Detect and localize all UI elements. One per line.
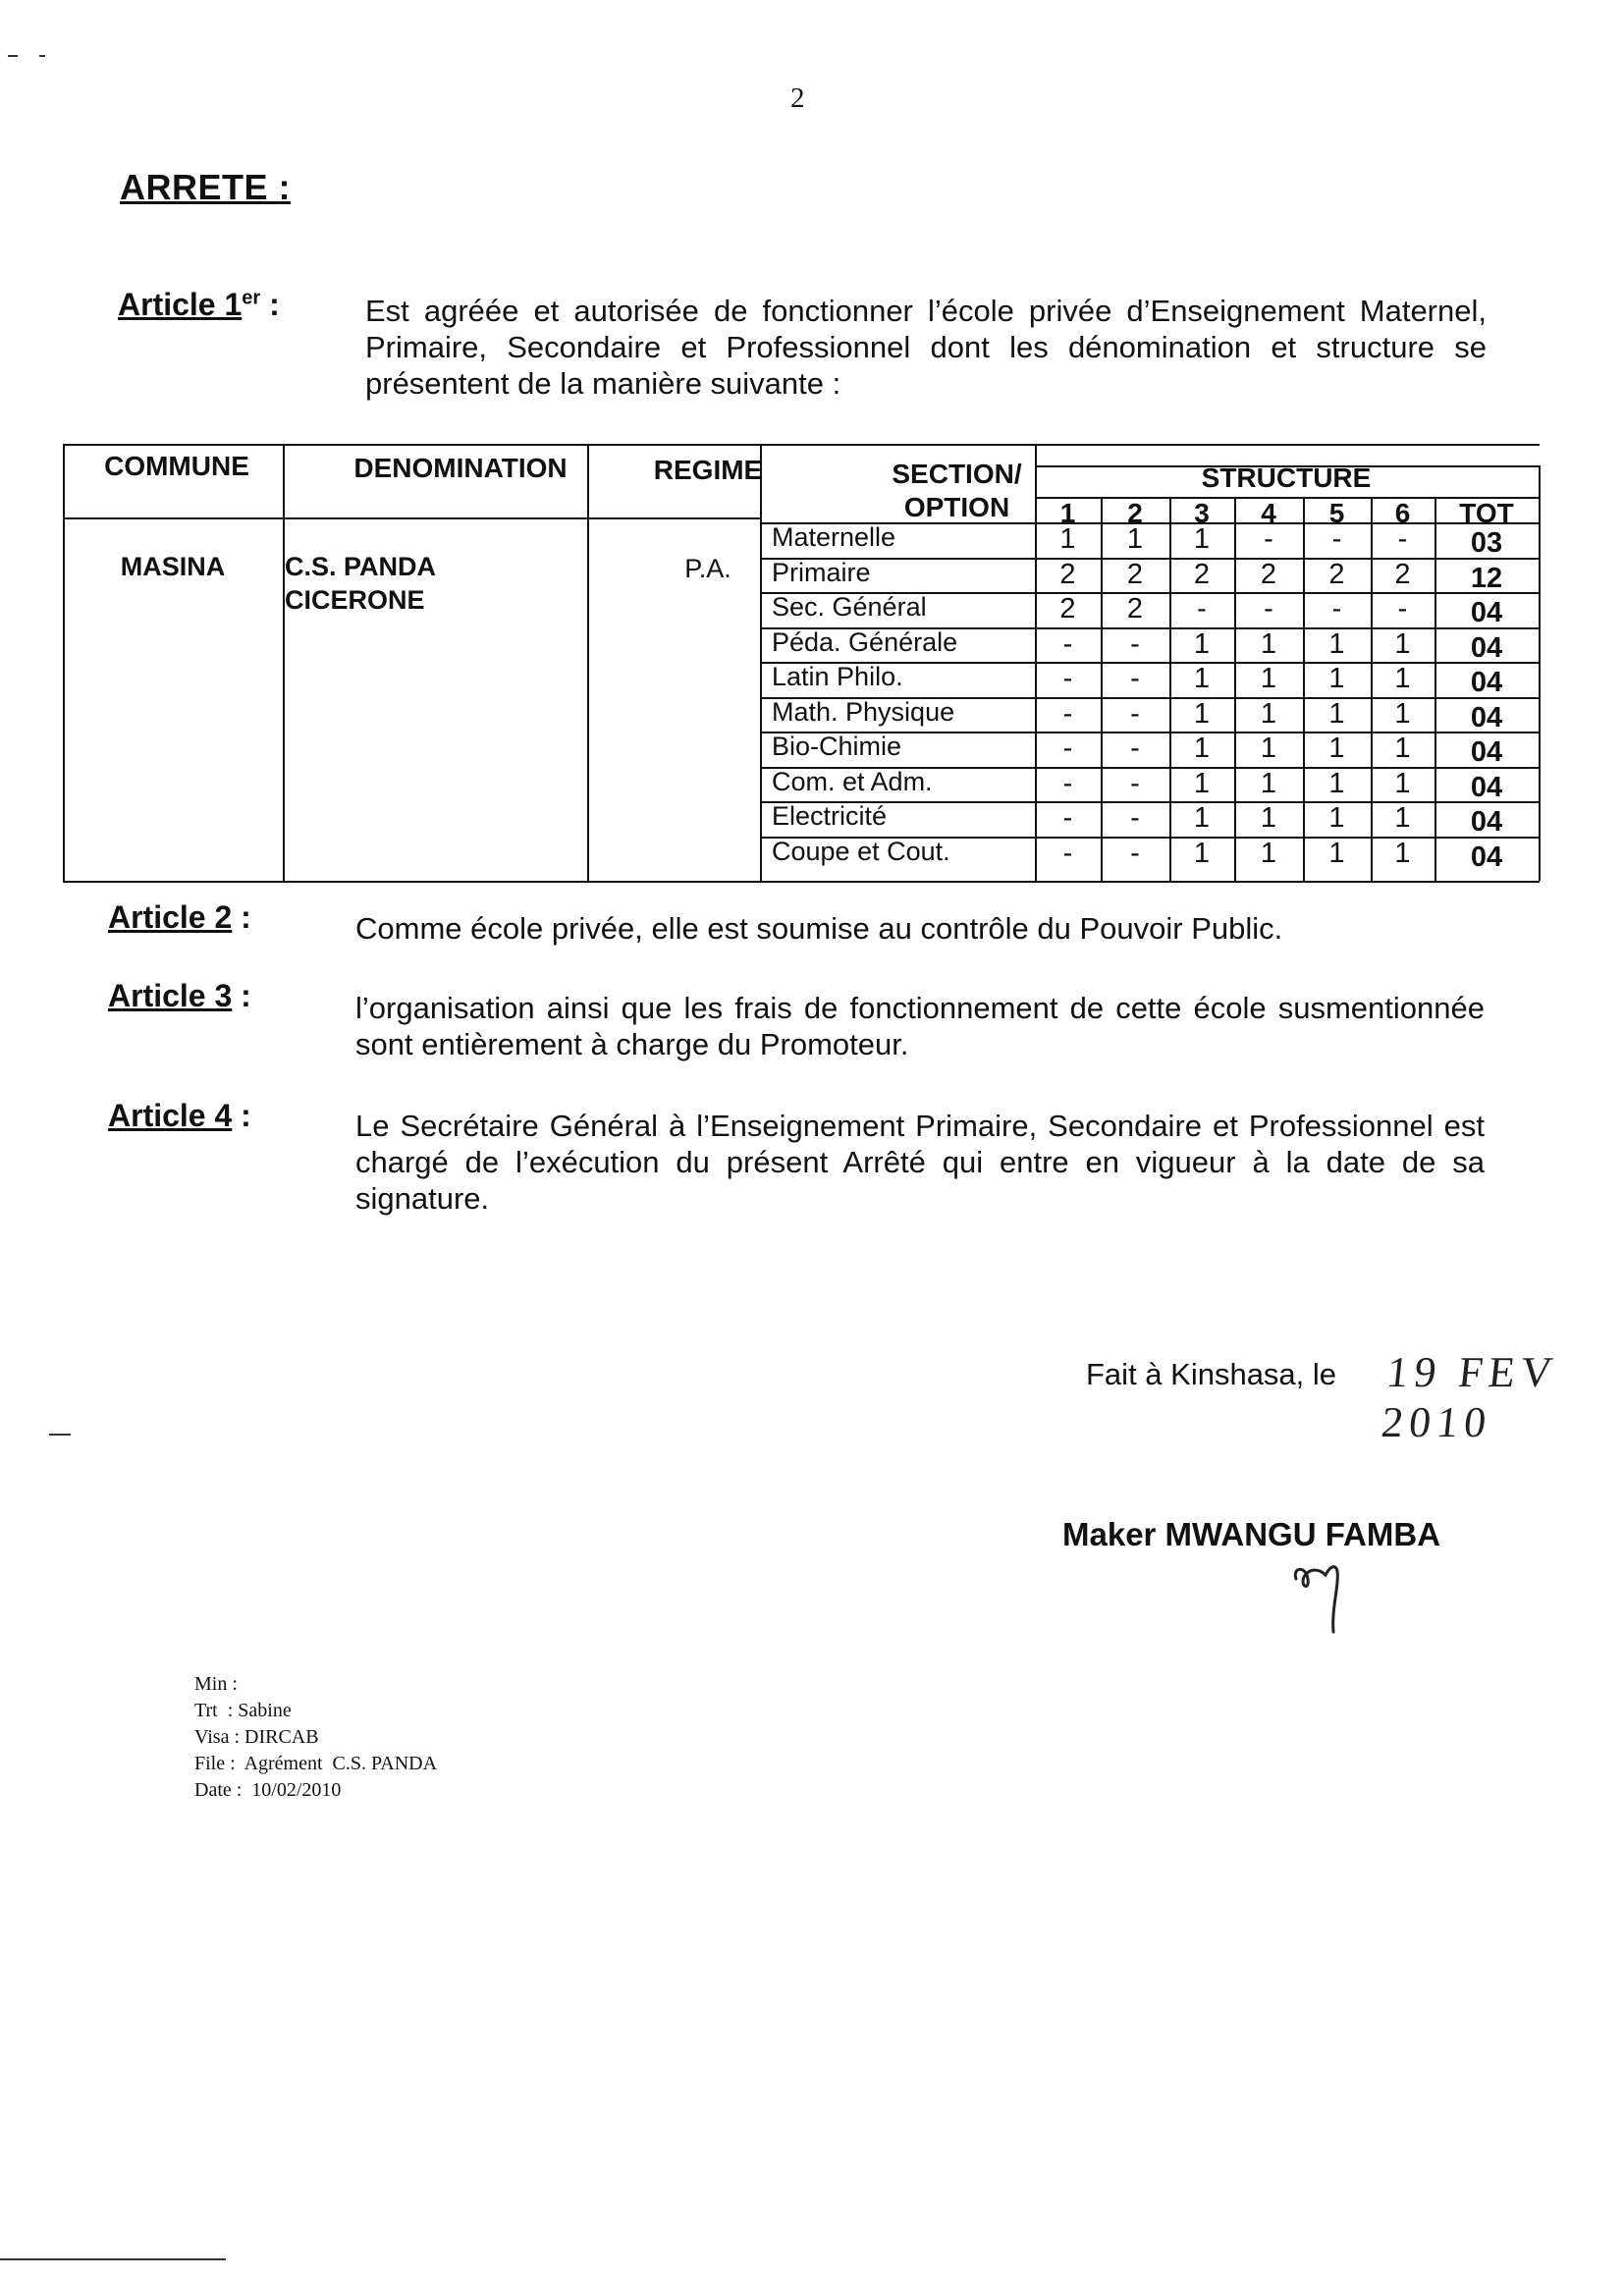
option-label: Péda. Générale [772, 626, 958, 657]
structure-value: - [1062, 733, 1073, 764]
total-value: 12 [1470, 562, 1503, 594]
structure-value: - [1130, 663, 1140, 694]
structure-value: 1 [1193, 837, 1211, 869]
header-commune: COMMUNE [104, 451, 249, 481]
structure-value: - [1130, 767, 1140, 799]
option-label: Electricité [772, 801, 888, 831]
structure-value: 1 [1193, 767, 1211, 799]
structure-value: 2 [1059, 558, 1076, 590]
structure-value: 1 [1260, 627, 1277, 660]
ref-min: Min : [194, 1673, 238, 1695]
header-level-3: 3 [1194, 498, 1210, 528]
total-value: 04 [1470, 806, 1503, 838]
scan-mark [39, 55, 45, 57]
structure-value: 1 [1126, 523, 1144, 555]
structure-value: 1 [1394, 697, 1411, 730]
ref-trt: Trt : Sabine [194, 1700, 292, 1721]
commune-value: MASINA [120, 552, 226, 581]
scan-mark [49, 1434, 71, 1436]
article-2-text: Comme école privée, elle est soumise au contrôle du Pouvoir Public. [355, 911, 1283, 946]
decree-heading: ARRETE : [120, 167, 291, 207]
structure-value: 1 [1193, 802, 1211, 834]
structure-value: 2 [1260, 558, 1277, 590]
option-label: Primaire [772, 557, 871, 587]
structure-value: - [1062, 802, 1073, 834]
structure-value: 1 [1328, 697, 1345, 730]
structure-value: - [1397, 593, 1408, 624]
total-value: 04 [1470, 841, 1503, 873]
ref-visa: Visa : DIRCAB [194, 1726, 319, 1748]
article-2-label-text: Article 2 [108, 899, 233, 935]
structure-value: 1 [1394, 627, 1411, 660]
article-3-separator: : [232, 978, 251, 1013]
structure-value: 2 [1126, 558, 1144, 590]
article-1-label-sup: er [242, 287, 261, 309]
structure-value: 1 [1328, 837, 1345, 869]
structure-value: - [1331, 593, 1342, 624]
structure-value: 2 [1394, 558, 1411, 590]
header-section: SECTION/ [892, 459, 1022, 489]
structure-value: 1 [1328, 663, 1345, 694]
structure-value: - [1062, 697, 1073, 730]
structure-value: - [1062, 627, 1073, 660]
structure-value: 1 [1193, 733, 1211, 764]
article-4-separator: : [232, 1098, 251, 1133]
page-number: 2 [790, 82, 805, 114]
structure-value: - [1264, 593, 1273, 624]
structure-value: - [1130, 733, 1140, 764]
signer-name: Maker MWANGU FAMBA [1062, 1516, 1441, 1552]
header-level-tot: TOT [1459, 498, 1514, 528]
option-label: Sec. Général [772, 592, 927, 622]
option-label: Maternelle [772, 522, 896, 552]
article-3-label-text: Article 3 [108, 978, 233, 1013]
regime-value: P.A. [684, 554, 731, 583]
header-level-4: 4 [1261, 498, 1276, 528]
article-1-text: Est agréée et autorisée de fonctionner l’école privée d’Enseignement Maternel, Primaire, Secondaire et Professionnel dont les dénomination et structure se présentent de la manière suivante : [365, 294, 1487, 401]
structure-value: 1 [1394, 802, 1411, 834]
ref-date: Date : 10/02/2010 [194, 1779, 342, 1801]
article-4-label-text: Article 4 [108, 1098, 233, 1133]
scan-mark [8, 55, 18, 57]
article-2-label [108, 899, 251, 936]
structure-value: 1 [1260, 663, 1277, 694]
denomination-value-line1: C.S. PANDA [285, 552, 437, 581]
structure-value: 1 [1328, 627, 1345, 660]
total-value: 04 [1470, 667, 1503, 698]
structure-value: 2 [1328, 558, 1345, 590]
structure-value: - [1331, 523, 1342, 555]
header-level-1: 1 [1059, 498, 1076, 528]
structure-value: 1 [1394, 837, 1411, 869]
structure-value: 1 [1328, 733, 1345, 764]
header-level-5: 5 [1328, 498, 1345, 528]
place-date-label: Fait à Kinshasa, le [1086, 1357, 1337, 1391]
structure-value: - [1062, 663, 1073, 694]
article-2-separator: : [232, 899, 251, 935]
structure-value: 1 [1260, 697, 1277, 730]
header-denomination: DENOMINATION [353, 453, 568, 483]
structure-value: 1 [1193, 697, 1211, 730]
option-label: Bio-Chimie [772, 732, 902, 761]
structure-value: - [1130, 627, 1140, 660]
option-label: Coupe et Cout. [772, 836, 950, 866]
structure-value: 1 [1193, 627, 1211, 660]
structure-value: 1 [1328, 767, 1345, 799]
structure-value: - [1130, 837, 1140, 869]
grid-line [63, 444, 65, 881]
total-value: 04 [1470, 771, 1503, 803]
option-label: Com. et Adm. [772, 766, 933, 796]
denomination-value-line2: CICERONE [285, 585, 425, 615]
total-value: 03 [1470, 527, 1503, 559]
structure-value: - [1062, 767, 1073, 799]
grid-line [587, 444, 589, 881]
header-option: OPTION [903, 492, 1010, 522]
grid-line [63, 517, 760, 519]
grid-line [1539, 465, 1541, 881]
grid-line [63, 881, 1540, 883]
structure-table [63, 444, 1540, 881]
structure-value: 1 [1059, 523, 1076, 555]
header-regime: REGIME [653, 455, 763, 485]
structure-value: 1 [1260, 802, 1277, 834]
reference-block [194, 1671, 437, 1804]
structure-value: - [1130, 697, 1140, 730]
article-1-separator: : [260, 287, 280, 322]
structure-value: 1 [1394, 733, 1411, 764]
grid-line [283, 444, 285, 881]
total-value: 04 [1470, 597, 1503, 628]
article-1-label-text: Article 1 [118, 287, 243, 322]
header-structure: STRUCTURE [1201, 462, 1372, 493]
total-value: 04 [1470, 631, 1503, 664]
structure-value: - [1197, 593, 1207, 624]
header-level-6: 6 [1394, 498, 1411, 528]
option-label: Latin Philo. [772, 662, 903, 691]
structure-value: - [1397, 523, 1408, 555]
structure-value: 1 [1193, 523, 1211, 555]
article-3-label [108, 978, 251, 1014]
structure-value: 1 [1394, 767, 1411, 799]
structure-value: 1 [1260, 837, 1277, 869]
handwritten-signature [1286, 1561, 1355, 1640]
structure-value: 1 [1193, 663, 1211, 694]
structure-value: - [1130, 802, 1140, 834]
structure-value: 2 [1059, 593, 1076, 624]
structure-value: - [1264, 523, 1273, 555]
structure-value: 1 [1328, 802, 1345, 834]
total-value: 04 [1470, 701, 1503, 733]
scan-mark [0, 2258, 226, 2260]
ref-file: File : Agrément C.S. PANDA [194, 1753, 438, 1774]
date-stamp: 19 FEV 2010 [1379, 1348, 1560, 1446]
structure-value: 2 [1126, 593, 1144, 624]
article-4-label [108, 1098, 251, 1134]
article-1-label [118, 287, 280, 323]
structure-value: 2 [1193, 558, 1211, 590]
article-3-text: l’organisation ainsi que les frais de fonctionnement de cette école susmentionnée sont entièrement à charge du Promoteur. [355, 991, 1485, 1061]
option-label: Math. Physique [772, 696, 955, 727]
structure-value: - [1062, 837, 1073, 869]
structure-value: 1 [1260, 767, 1277, 799]
total-value: 04 [1470, 736, 1503, 768]
structure-value: 1 [1260, 733, 1277, 764]
header-level-2: 2 [1127, 498, 1143, 528]
structure-value: 1 [1394, 663, 1411, 694]
article-4-text: Le Secrétaire Général à l’Enseignement Primaire, Secondaire et Professionnel est chargé de l’exécution du présent Arrêté qui entre en vigueur à la date de sa signature. [355, 1109, 1485, 1216]
